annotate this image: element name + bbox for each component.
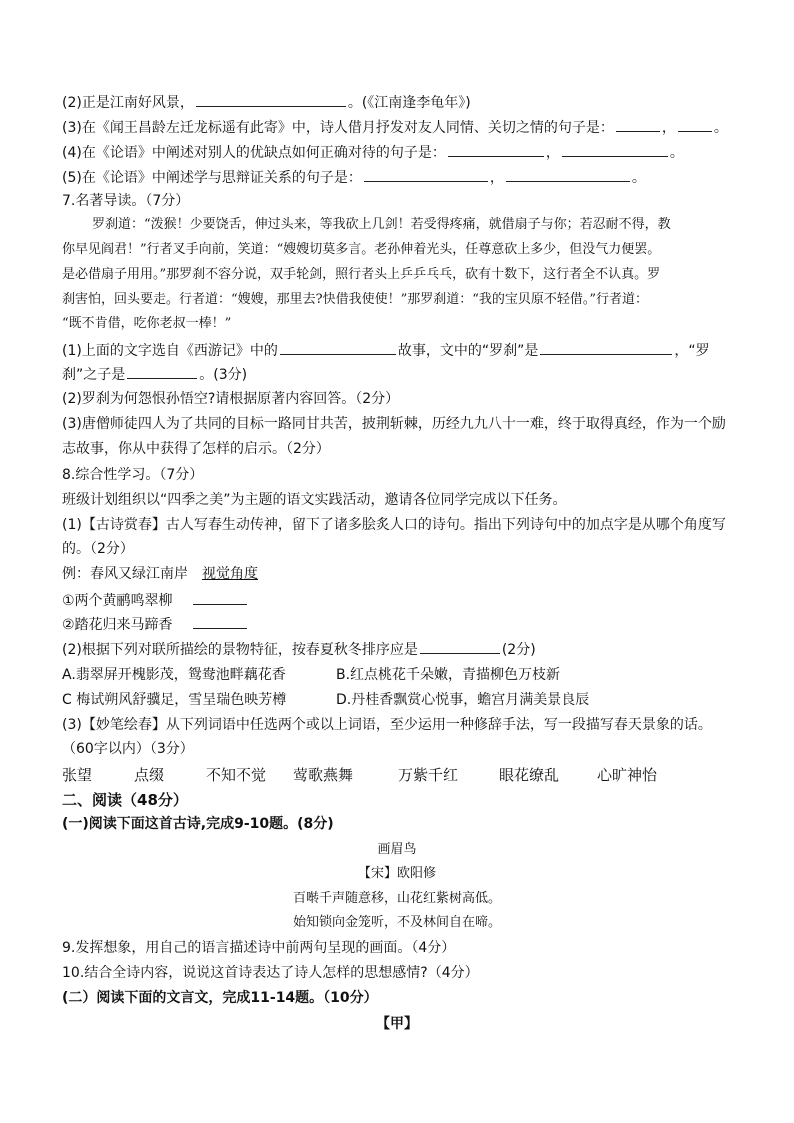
q7-passage-line: 刹害怕，回头要走。行者道：“嫂嫂，那里去?快借我使使！”那罗刹道：“我的宝贝原不轻借。”行者道： — [62, 292, 649, 307]
q8-task-2 — [62, 639, 536, 660]
q6-item-3-text: (3)在《闻王昌龄左迁龙标遥有此寄》中，诗人借月抒发对友人同情、关切之情的句子是： — [62, 120, 614, 136]
q8-task-1-line: (1)【古诗赏春】古人写春生动传神，留下了诸多脍炙人口的诗句。指出下列诗句中的加点字是从哪个角度写 — [62, 517, 726, 533]
q7-sub-1-text: (1)上面的文字选自《西游记》中的 — [62, 343, 278, 359]
answer-blank[interactable] — [193, 590, 247, 605]
word-item: 点缀 — [134, 766, 165, 784]
q6-item-5-text: (5)在《论语》中阐述学与思辩证关系的句子是： — [62, 170, 362, 186]
q7-title: 7.名著导读。（7分） — [62, 193, 190, 209]
q6-item-2-text: (2)正是江南好风景， — [62, 95, 194, 111]
q8-task-2-text: (2)根据下列对联所描绘的景物特征，按春夏秋冬排序应是 — [62, 642, 418, 658]
q8-item-2 — [62, 614, 249, 635]
q7-sub-1-mid: 故事，文中的“罗刹”是 — [397, 343, 539, 359]
separator: ， — [661, 120, 676, 136]
q6-item-4-text: (4)在《论语》中阐述对别人的优缺点如何正确对待的句子是： — [62, 145, 446, 161]
poem-title: 画眉鸟 — [377, 842, 417, 857]
separator: ， — [545, 145, 560, 161]
q7-sub-3-line: 志故事，你从中获得了怎样的启示。（2分） — [62, 441, 330, 457]
poem-author: 【宋】欧阳修 — [357, 866, 436, 881]
q6-item-5 — [62, 167, 646, 188]
word-item: 万紫千红 — [398, 766, 459, 784]
q7-sub-3-line: (3)唐僧师徒四人为了共同的目标一路同甘共苦，披荆斩棘，历经九九八十一难，终于取得真经，作为一个励 — [62, 416, 726, 432]
q8-task-3-line: (3)【妙笔绘春】从下列词语中任选两个或以上词语，至少运用一种修辞手法，写一段描写春天景象的话。 — [62, 717, 712, 733]
q8-task-1-line: 的。（2分） — [62, 541, 134, 557]
q7-passage-line: 是必借扇子用用。”那罗刹不容分说，双手轮剑，照行者头上乒乒乓乓，砍有十数下，这行者全不认真。罗 — [62, 267, 661, 282]
answer-blank[interactable] — [193, 614, 247, 629]
q7-sub-1-cont — [62, 364, 247, 385]
poem-line: 始知锁向金笼听，不及林间自在啼。 — [292, 915, 501, 930]
example-label: 例：春风又绿江南岸 — [62, 566, 188, 582]
q7-passage-line: “既不肯借，吃你老叔一棒！” — [62, 316, 232, 331]
word-item: 眼花缭乱 — [499, 766, 560, 784]
q7-sub-2: (2)罗刹为何怨恨孙悟空?请根据原著内容回答。（2分） — [62, 391, 400, 407]
q7-sub-1-end: ，“罗 — [674, 343, 710, 359]
word-item: 不知不觉 — [206, 766, 267, 784]
answer-blank[interactable] — [420, 639, 500, 654]
answer-blank[interactable] — [280, 340, 396, 355]
poem-line: 百啭千声随意移，山花红紫树高低。 — [292, 891, 501, 906]
q8-option-a: A.翡翠屏开槐影茂，鸳鸯池畔藕花香 — [62, 667, 286, 683]
answer-blank[interactable] — [127, 364, 197, 379]
question-9: 9.发挥想象，用自己的语言描述诗中前两句呈现的画面。（4分） — [62, 940, 456, 956]
section-2-title: 二、阅读（48分） — [62, 791, 188, 809]
q8-option-c: C 梅试朔风舒骥足，雪呈瑞色映芳樽 — [62, 692, 287, 708]
answer-blank[interactable] — [448, 142, 544, 157]
period: 。 — [713, 120, 728, 136]
answer-blank[interactable] — [506, 167, 630, 182]
q7-sub-1-score: 。(3分) — [199, 367, 248, 383]
answer-blank[interactable] — [678, 117, 712, 132]
answer-blank[interactable] — [196, 92, 346, 107]
q6-item-2-source: 。(《江南逢李龟年》) — [347, 95, 471, 111]
reading-part-1-title: (一)阅读下面这首古诗,完成9-10题。(8分) — [62, 816, 334, 832]
question-10: 10.结合全诗内容，说说这首诗表达了诗人怎样的思想感情?（4分） — [62, 965, 479, 981]
q8-task-3-line: （60字以内）（3分） — [62, 741, 194, 757]
separator: ， — [489, 170, 504, 186]
answer-blank[interactable] — [364, 167, 488, 182]
word-item: 莺歌燕舞 — [293, 766, 354, 784]
word-item: 张望 — [62, 766, 93, 784]
reading-part-2-title: (二）阅读下面的文言文，完成11-14题。（10分） — [62, 990, 378, 1006]
q6-item-4 — [62, 142, 684, 163]
q6-item-2 — [62, 92, 471, 113]
q8-example — [62, 564, 258, 584]
q8-title: 8.综合性学习。（7分） — [62, 467, 204, 483]
answer-blank[interactable] — [540, 340, 672, 355]
example-answer: 视觉角度 — [202, 566, 258, 582]
q7-passage-line: 罗刹道：“泼猴！少要饶舌，伸过头来，等我砍上几剑！若受得疼痛，就借扇子与你；若忍耐不得，教 — [92, 217, 671, 232]
q7-sub-1-cont-text: 刹”之子是 — [62, 367, 126, 383]
item-text: ②踏花归来马蹄香 — [62, 617, 173, 633]
q6-item-3 — [62, 117, 728, 138]
period: 。 — [669, 145, 684, 161]
item-text: ①两个黄鹂鸣翠柳 — [62, 593, 173, 609]
q8-option-d: D.丹桂香飘赏心悦事，蟾宫月满美景良辰 — [336, 692, 590, 708]
q8-intro: 班级计划组织以“四季之美”为主题的语文实践活动，邀请各位同学完成以下任务。 — [62, 492, 567, 508]
q8-item-1 — [62, 590, 249, 611]
q7-sub-1 — [62, 340, 710, 361]
word-item: 心旷神怡 — [597, 766, 658, 784]
q7-passage-line: 你早见阎君！”行者叉手向前，笑道：“嫂嫂切莫多言。老孙伸着光头，任尊意砍上多少，但没气力便罢。 — [62, 242, 661, 257]
answer-blank[interactable] — [616, 117, 660, 132]
answer-blank[interactable] — [562, 142, 668, 157]
passage-jia-label: 【甲】 — [376, 1016, 418, 1032]
q8-option-b: B.红点桃花千朵嫩，青描柳色万枝新 — [336, 667, 561, 683]
q8-task-2-score: (2分) — [501, 642, 536, 658]
period: 。 — [631, 170, 646, 186]
